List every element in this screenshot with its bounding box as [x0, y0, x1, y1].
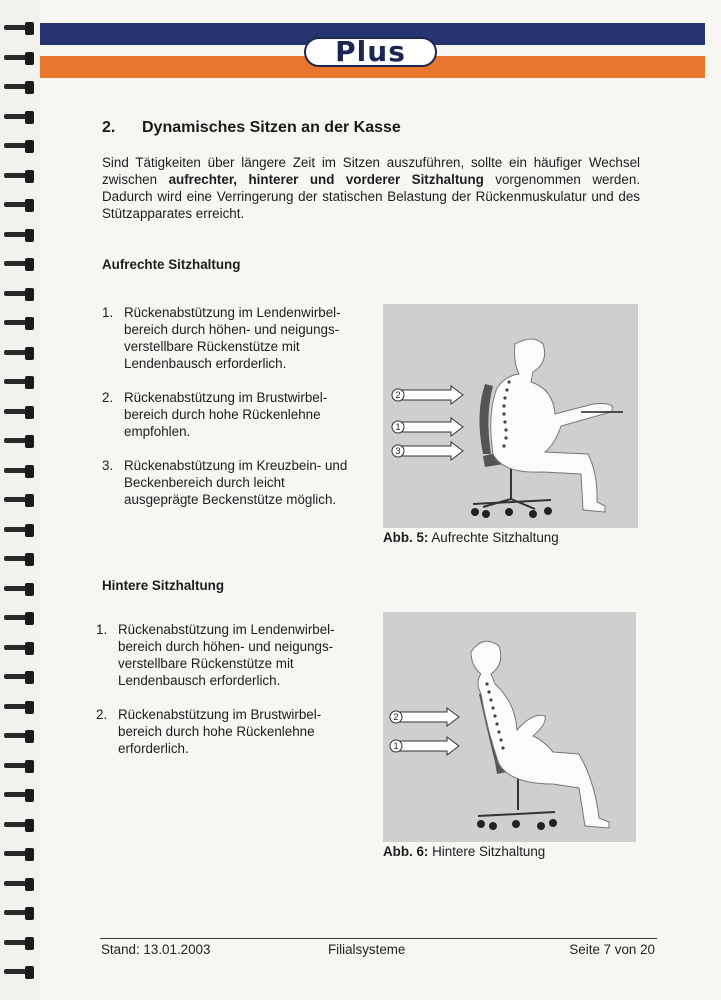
binding-ring [4, 140, 34, 153]
subhead-hintere: Hintere Sitzhaltung [102, 578, 225, 593]
intro-paragraph [102, 154, 640, 222]
binding-ring [4, 789, 34, 802]
binding-ring [4, 288, 34, 301]
binding-ring [4, 907, 34, 920]
list-item: 1. Rückenabstützung im Lendenwirbel-bereich durch höhen- und neigungs-verstellbare Rückenstütze mit Lendenbausch erforderlich. [96, 622, 335, 688]
binding-ring [4, 376, 34, 389]
binding-ring [4, 583, 34, 596]
binding-ring [4, 612, 34, 625]
binding-ring [4, 52, 34, 65]
binding-ring [4, 229, 34, 242]
intro-text-bold: aufrechter, hinterer und vorderer Sitzhaltung [168, 172, 484, 187]
section-number: 2. [102, 119, 116, 136]
binding-ring [4, 937, 34, 950]
arrow-label: 2 [393, 712, 399, 722]
list-item: 1. Rückenabstützung im Lendenwirbel-bereich durch höhen- und neigungs-verstellbare Rückenstütze mit Lendenbausch erforderlich. [102, 305, 341, 371]
intro-text-2: vorgenommen werden. Dadurch wird eine Verringerung der statischen Belastung der Rückenmuskulatur und des Stützapparates erreicht. [102, 172, 640, 221]
binding-ring [4, 111, 34, 124]
binding-ring [4, 199, 34, 212]
binding-ring [4, 819, 34, 832]
binding-ring [4, 317, 34, 330]
figure-aufrechte-sitzhaltung [383, 304, 638, 528]
binding-ring [4, 701, 34, 714]
binding-ring [4, 553, 34, 566]
subhead-aufrechte: Aufrechte Sitzhaltung [102, 257, 241, 272]
arrow-label: 1 [393, 741, 399, 751]
binding-ring [4, 406, 34, 419]
footer-date: Stand: 13.01.2003 [101, 942, 211, 957]
binding-ring [4, 671, 34, 684]
binding-ring [4, 81, 34, 94]
list-item: 2. Rückenabstützung im Brustwirbel-bereich durch hohe Rückenlehne empfohlen. [102, 390, 328, 439]
caption-abb6: Abb. 6: Hintere Sitzhaltung [383, 844, 546, 859]
binding-ring [4, 878, 34, 891]
list-item: 2. Rückenabstützung im Brustwirbel-bereich durch hohe Rückenlehne erforderlich. [96, 707, 322, 756]
arrow-label: 3 [395, 446, 401, 456]
binding-ring [4, 494, 34, 507]
plus-logo [303, 36, 438, 68]
binding-ring [4, 642, 34, 655]
footer-divider [100, 938, 657, 939]
spiral-binding [0, 0, 40, 1000]
logo-text: Plus [335, 35, 406, 68]
section-title [102, 119, 401, 137]
binding-ring [4, 22, 34, 35]
caption-abb5: Abb. 5: Aufrechte Sitzhaltung [383, 530, 559, 545]
intro-text-1: Sind Tätigkeiten über längere Zeit im Sitzen auszuführen, sollte ein häufiger Wechsel zwischen [102, 155, 640, 187]
binding-ring [4, 465, 34, 478]
binding-ring [4, 730, 34, 743]
binding-ring [4, 258, 34, 271]
list-aufrechte [102, 304, 357, 525]
arrow-label: 2 [395, 390, 401, 400]
binding-ring [4, 524, 34, 537]
binding-ring [4, 435, 34, 448]
footer-page-number: Seite 7 von 20 [569, 942, 655, 957]
section-title-text: Dynamisches Sitzen an der Kasse [142, 119, 401, 136]
figure-hintere-sitzhaltung [383, 612, 636, 842]
list-hintere [96, 621, 352, 774]
arrow-label: 1 [395, 422, 401, 432]
binding-ring [4, 170, 34, 183]
list-item: 3. Rückenabstützung im Kreuzbein- und Beckenbereich durch leicht ausgeprägte Beckenstütze möglich. [102, 458, 348, 507]
binding-ring [4, 760, 34, 773]
binding-ring [4, 966, 34, 979]
binding-ring [4, 347, 34, 360]
binding-ring [4, 848, 34, 861]
footer-center: Filialsysteme [328, 942, 406, 957]
